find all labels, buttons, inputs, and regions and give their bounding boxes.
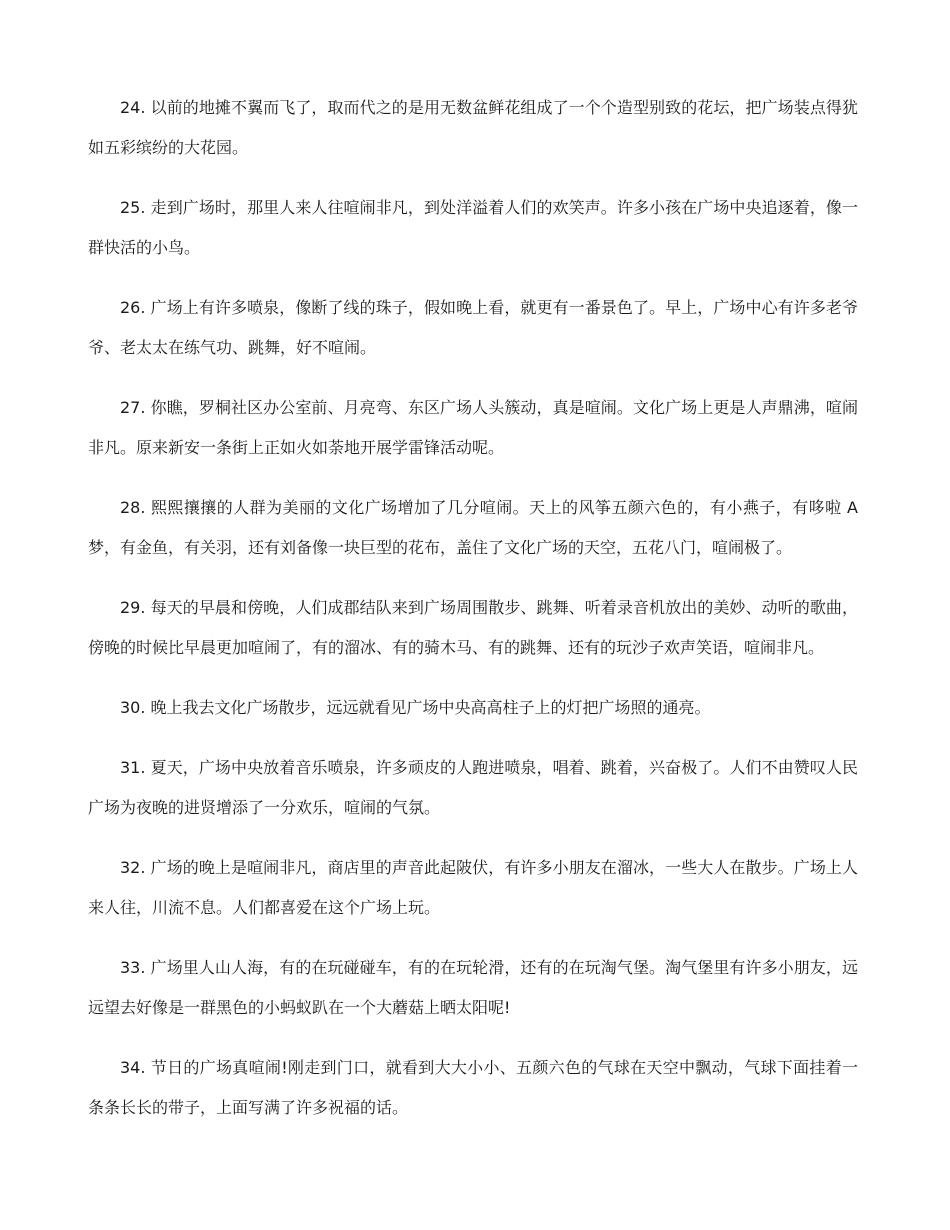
paragraph-34: 34. 节日的广场真喧闹!刚走到门口，就看到大大小小、五颜六色的气球在天空中飘动，气球下面挂着一条条长长的带子，上面写满了许多祝福的话。 xyxy=(88,1058,858,1117)
paragraph-31: 31. 夏天，广场中央放着音乐喷泉，许多顽皮的人跑进喷泉，唱着、跳着，兴奋极了。人们不由赞叹人民广场为夜晚的进贤增添了一分欢乐，喧闹的气氛。 xyxy=(88,758,858,817)
paragraph-26: 26. 广场上有许多喷泉，像断了线的珠子，假如晚上看，就更有一番景色了。早上，广场中心有许多老爷爷、老太太在练气功、跳舞，好不喧闹。 xyxy=(88,298,858,357)
paragraph-30: 30. 晚上我去文化广场散步，远远就看见广场中央高高柱子上的灯把广场照的通亮。 xyxy=(120,698,711,717)
paragraph-29: 29. 每天的早晨和傍晚，人们成郡结队来到广场周围散步、跳舞、听着录音机放出的美妙、动听的歌曲，傍晚的时候比早晨更加喧闹了，有的溜冰、有的骑木马、有的跳舞、还有的玩沙子欢声笑语，喧闹非凡。 xyxy=(88,598,858,657)
paragraph-33: 33. 广场里人山人海，有的在玩碰碰车，有的在玩轮滑，还有的在玩淘气堡。淘气堡里有许多小朋友，远远望去好像是一群黑色的小蚂蚁趴在一个大蘑菇上晒太阳呢! xyxy=(88,958,858,1017)
paragraph-27: 27. 你瞧，罗桐社区办公室前、月亮弯、东区广场人头簇动，真是喧闹。文化广场上更是人声鼎沸，喧闹非凡。原来新安一条街上正如火如荼地开展学雷锋活动呢。 xyxy=(88,398,858,457)
paragraph-32: 32. 广场的晚上是喧闹非凡，商店里的声音此起陂伏，有许多小朋友在溜冰，一些大人在散步。广场上人来人往，川流不息。人们都喜爱在这个广场上玩。 xyxy=(88,858,858,917)
paragraph-28: 28. 熙熙攘攘的人群为美丽的文化广场增加了几分喧闹。天上的风筝五颜六色的，有小燕子，有哆啦 A 梦，有金鱼，有关羽，还有刘备像一块巨型的花布，盖住了文化广场的天空，五花八门，喧闹极了。 xyxy=(88,498,858,557)
paragraph-25: 25. 走到广场时，那里人来人往喧闹非凡，到处洋溢着人们的欢笑声。许多小孩在广场中央追逐着，像一群快活的小鸟。 xyxy=(88,198,858,257)
document-body xyxy=(88,88,858,1148)
paragraph-24: 24. 以前的地摊不翼而飞了，取而代之的是用无数盆鲜花组成了一个个造型别致的花坛，把广场装点得犹如五彩缤纷的大花园。 xyxy=(88,98,858,157)
